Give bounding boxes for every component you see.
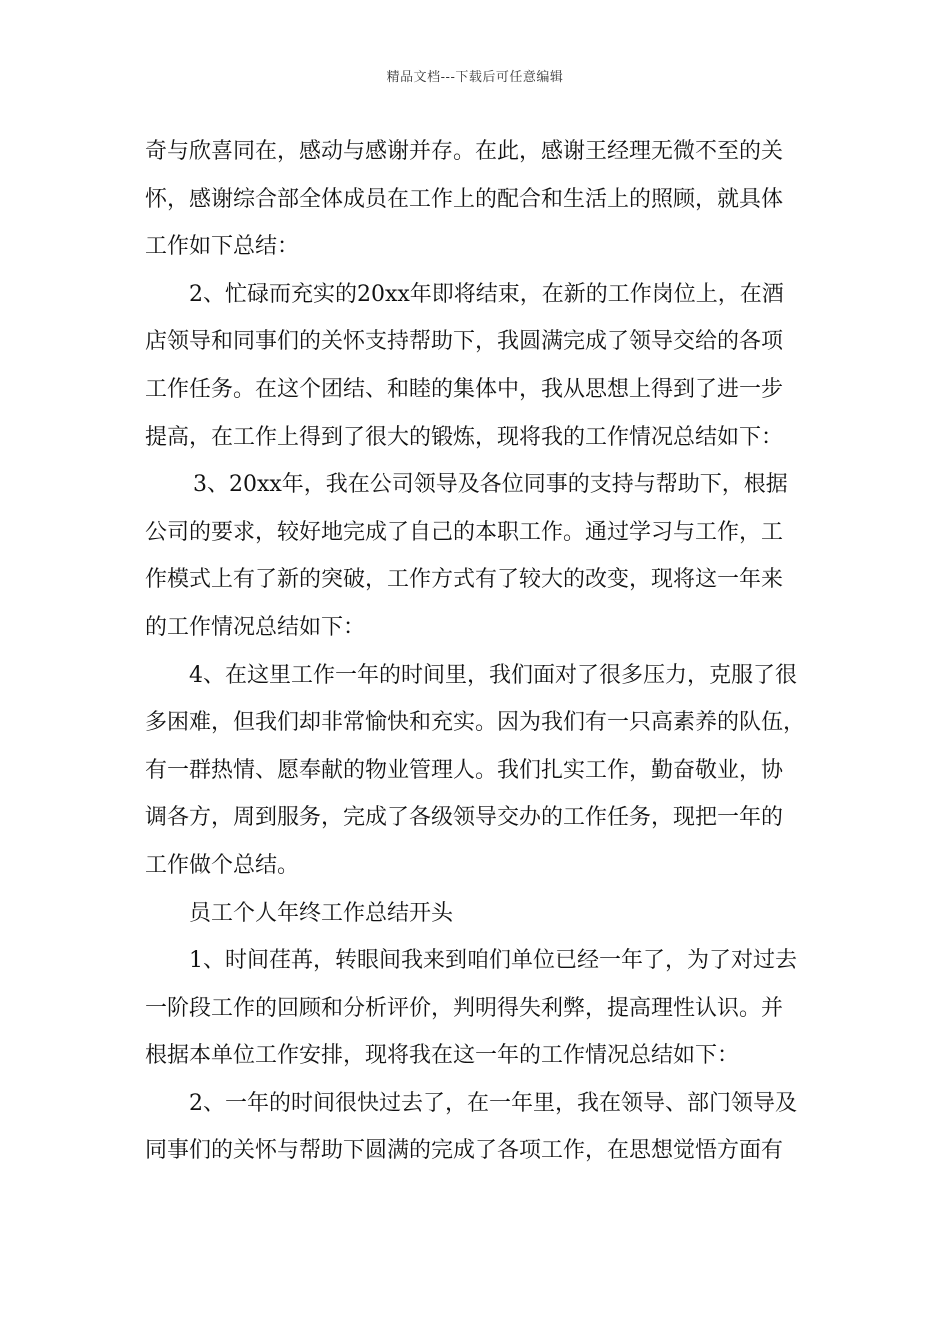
paragraph-start-line: 1、时间荏苒，转眼间我来到咱们单位已经一年了，为了对过去 <box>189 948 797 974</box>
text-line: 同事们的关怀与帮助下圆满的完成了各项工作，在思想觉悟方面有 <box>145 1138 784 1164</box>
text-line: 工作做个总结。 <box>145 852 300 878</box>
text-line: 调各方，周到服务，完成了各级领导交办的工作任务，现把一年的 <box>145 805 784 831</box>
paragraph-start-line: 2、忙碌而充实的20xx年即将结束，在新的工作岗位上，在酒 <box>189 281 784 307</box>
text-line: 工作如下总结： <box>145 234 300 260</box>
text-line: 怀，感谢综合部全体成员在工作上的配合和生活上的照顾，就具体 <box>145 186 784 212</box>
text-line: 的工作情况总结如下： <box>145 614 366 640</box>
page-header: 精品文档---下载后可任意编辑 <box>386 70 564 85</box>
text-line: 多困难，但我们却非常愉快和充实。因为我们有一只高素养的队伍， <box>145 710 806 736</box>
paragraph-start-line: 4、在这里工作一年的时间里，我们面对了很多压力，克服了很 <box>189 662 797 688</box>
paragraph-start-line: 2、一年的时间很快过去了，在一年里，我在领导、部门领导及 <box>189 1090 797 1116</box>
text-line: 工作任务。在这个团结、和睦的集体中，我从思想上得到了进一步 <box>145 376 784 402</box>
text-line: 作模式上有了新的突破，工作方式有了较大的改变，现将这一年来 <box>145 567 784 593</box>
paragraph-start-line: 3、20xx年，我在公司领导及各位同事的支持与帮助下，根据 <box>193 472 788 498</box>
text-line: 根据本单位工作安排，现将我在这一年的工作情况总结如下： <box>145 1043 740 1069</box>
section-heading: 员工个人年终工作总结开头 <box>189 900 454 926</box>
text-line: 有一群热情、愿奉献的物业管理人。我们扎实工作，勤奋敬业，协 <box>145 757 784 783</box>
text-line: 公司的要求，较好地完成了自己的本职工作。通过学习与工作，工 <box>145 519 784 545</box>
document-body <box>145 128 817 1175</box>
text-line: 店领导和同事们的关怀支持帮助下，我圆满完成了领导交给的各项 <box>145 329 784 355</box>
text-line: 一阶段工作的回顾和分析评价，判明得失利弊，提高理性认识。并 <box>145 995 784 1021</box>
text-line: 提高，在工作上得到了很大的锻炼，现将我的工作情况总结如下： <box>145 424 784 450</box>
text-line: 奇与欣喜同在，感动与感谢并存。在此，感谢王经理无微不至的关 <box>145 139 784 164</box>
